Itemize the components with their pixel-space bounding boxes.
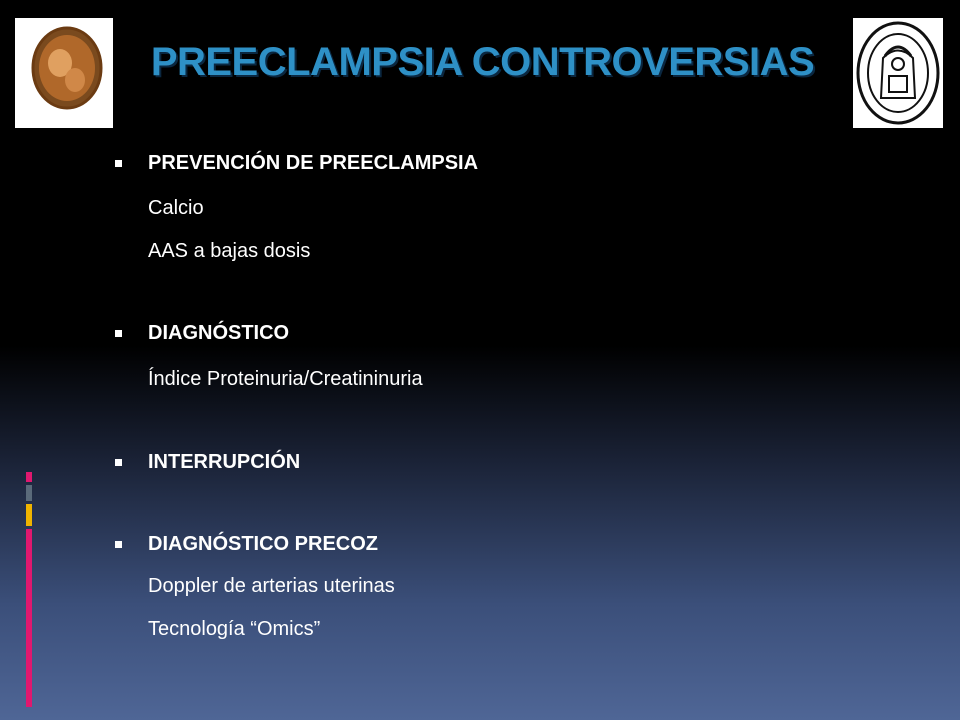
section-heading-prevencion: PREVENCIÓN DE PREECLAMPSIA (148, 152, 479, 174)
section-heading-interrupcion: INTERRUPCIÓN (148, 451, 301, 473)
section-heading-diagnostico: DIAGNÓSTICO (148, 322, 290, 344)
slide-title: PREECLAMPSIA CONTROVERSIAS (150, 40, 815, 84)
section-line-aas: AAS a bajas dosis (148, 240, 311, 262)
accent-bar-yellow (26, 504, 32, 526)
accent-bar-pink (26, 472, 32, 482)
bullet-square-icon (115, 330, 122, 337)
bullet-square-icon (115, 160, 122, 167)
section-line-indice: Índice Proteinuria/Creatininuria (148, 368, 423, 390)
accent-bar-gray (26, 485, 32, 501)
section-heading-diagnostico-precoz: DIAGNÓSTICO PRECOZ (148, 533, 379, 555)
bullet-square-icon (115, 459, 122, 466)
accent-bar-pink-long (26, 529, 32, 707)
facultad-de-medicina-seal (853, 18, 943, 128)
section-line-omics: Tecnología “Omics” (148, 618, 321, 640)
section-line-doppler: Doppler de arterias uterinas (148, 575, 395, 597)
clinica-ginecotocologica-logo (15, 18, 113, 128)
section-line-calcio: Calcio (148, 197, 204, 219)
bullet-square-icon (115, 541, 122, 548)
